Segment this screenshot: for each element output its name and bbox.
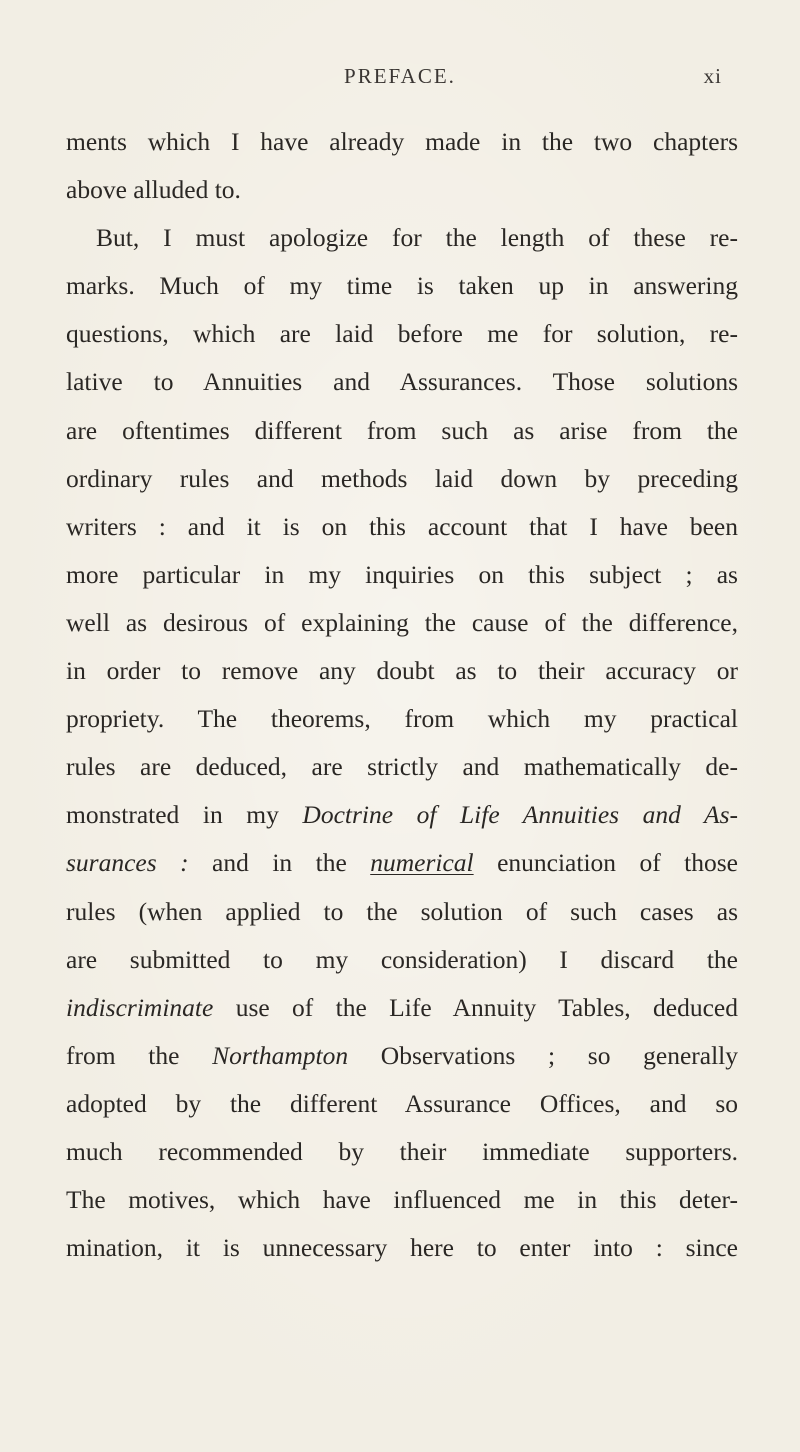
- text-line: ments which I have already made in the two chapters: [66, 127, 738, 156]
- italic-book-title: Doctrine of Life Annuities and As-: [302, 800, 738, 830]
- text-line: indiscriminate use of the Life Annuity Tables, deduced: [66, 992, 738, 1022]
- page-number: xi: [703, 64, 722, 88]
- text-line: well as desirous of explaining the cause of the difference,: [66, 607, 738, 637]
- text-line: The motives, which have influenced me in this deter-: [66, 1185, 738, 1215]
- text-line: much recommended by their immediate supporters.: [66, 1136, 738, 1166]
- text-line: more particular in my inquiries on this subject ; as: [66, 559, 738, 589]
- text-line: adopted by the different Assurance Offices, and so: [66, 1088, 738, 1118]
- text-line: questions, which are laid before me for solution, re-: [66, 319, 738, 349]
- italic-book-title-end: surances :: [66, 848, 189, 878]
- running-title: PREFACE.: [344, 64, 456, 88]
- text-line: mination, it is unnecessary here to enter into : since: [66, 1233, 738, 1263]
- text-line: are submitted to my consideration) I discard the: [66, 944, 738, 974]
- text-line: marks. Much of my time is taken up in answering: [66, 271, 738, 301]
- text-line: But, I must apologize for the length of these re-: [96, 223, 738, 253]
- italic-place-name: Northampton: [212, 1040, 349, 1070]
- text-line: monstrated in my Doctrine of Life Annuities and As-: [66, 800, 738, 830]
- text-line: above alluded to.: [66, 175, 241, 205]
- text-line: writers : and it is on this account that I have been: [66, 511, 738, 541]
- text-line: surances : and in the numerical enunciation of those: [66, 848, 738, 878]
- text-line: rules are deduced, are strictly and mathematically de-: [66, 752, 738, 782]
- italic-emphasis: indiscriminate: [66, 992, 214, 1022]
- text-line: propriety. The theorems, from which my practical: [66, 704, 738, 734]
- italic-emphasis: numerical: [370, 848, 474, 878]
- text-line: ordinary rules and methods laid down by preceding: [66, 463, 738, 493]
- body-text: [66, 118, 738, 1272]
- text-line: lative to Annuities and Assurances. Those solutions: [66, 367, 738, 397]
- running-head: [60, 58, 740, 92]
- text-line: from the Northampton Observations ; so generally: [66, 1040, 738, 1070]
- text-line: rules (when applied to the solution of such cases as: [66, 896, 738, 926]
- text-line: in order to remove any doubt as to their accuracy or: [66, 656, 738, 686]
- text-line: are oftentimes different from such as arise from the: [66, 415, 738, 445]
